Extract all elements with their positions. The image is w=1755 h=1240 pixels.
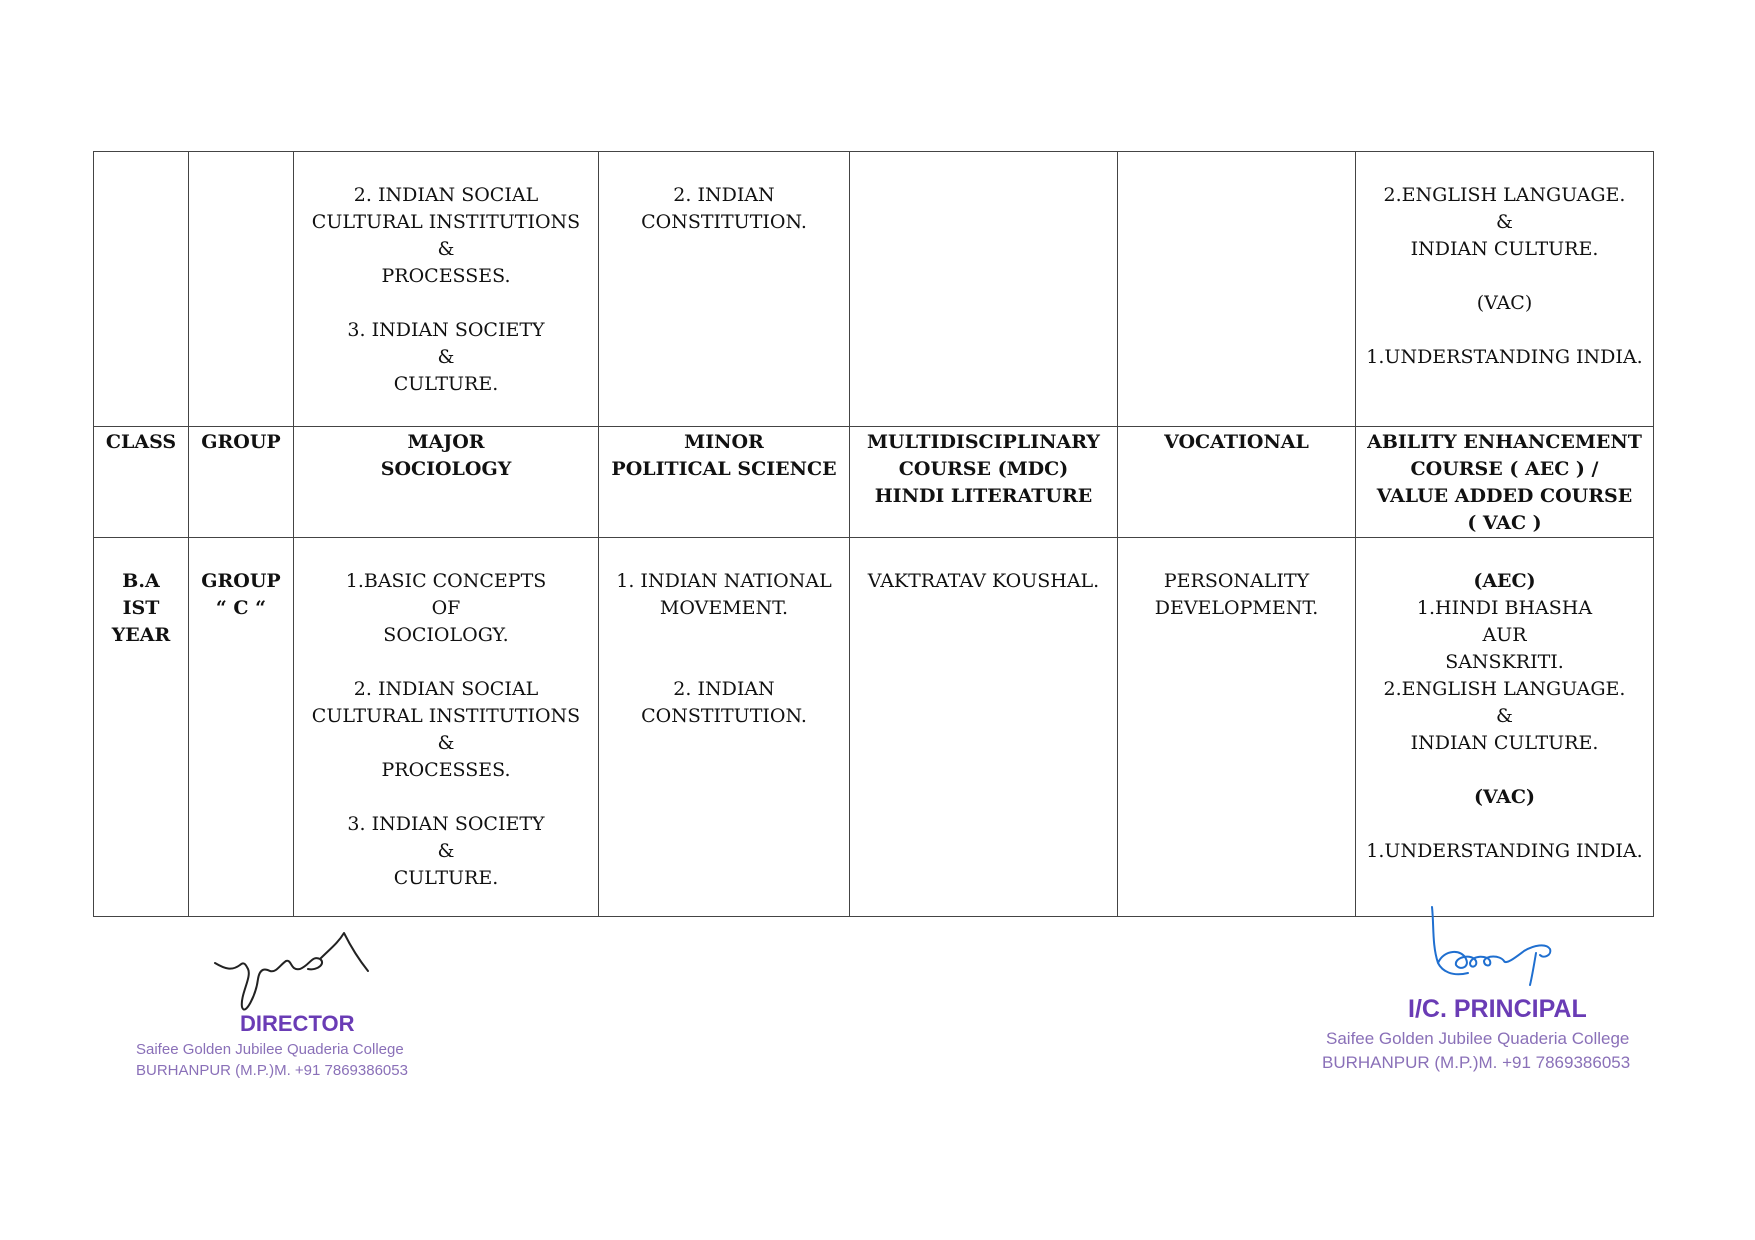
course-table xyxy=(93,151,1654,917)
cell-class xyxy=(94,152,189,427)
director-college: Saifee Golden Jubilee Quaderia College xyxy=(136,1041,404,1058)
principal-title: I/C. PRINCIPAL xyxy=(1408,995,1587,1023)
header-class: CLASS xyxy=(94,427,189,538)
principal-college: Saifee Golden Jubilee Quaderia College xyxy=(1326,1029,1630,1048)
cell-major: 2. INDIAN SOCIAL CULTURAL INSTITUTIONS & PROCESSES. 3. INDIAN SOCIETY & CULTURE. xyxy=(294,152,599,427)
table-header-row xyxy=(94,427,1654,538)
director-title: DIRECTOR xyxy=(240,1011,355,1036)
director-signature xyxy=(130,925,470,1015)
table-row-continued xyxy=(94,152,1654,427)
principal-signature xyxy=(1320,905,1710,1000)
principal-signature-block xyxy=(1320,905,1710,1085)
cell-vocational: PERSONALITY DEVELOPMENT. xyxy=(1118,538,1356,917)
aec-label: (AEC) xyxy=(1473,570,1536,592)
cell-mdc: VAKTRATAV KOUSHAL. xyxy=(850,538,1118,917)
cell-vocational xyxy=(1118,152,1356,427)
cell-mdc xyxy=(850,152,1118,427)
header-vocational: VOCATIONAL xyxy=(1118,427,1356,538)
aec-items: 1.HINDI BHASHA AUR SANSKRITI. 2.ENGLISH LANGUAGE. & INDIAN CULTURE. xyxy=(1383,597,1626,754)
cell-minor: 1. INDIAN NATIONAL MOVEMENT. 2. INDIAN CONSTITUTION. xyxy=(599,538,850,917)
cell-group: GROUP “ C “ xyxy=(189,538,294,917)
cell-aec-vac xyxy=(1356,538,1654,917)
header-group: GROUP xyxy=(189,427,294,538)
header-major: MAJOR SOCIOLOGY xyxy=(294,427,599,538)
director-contact: BURHANPUR (M.P.)M. +91 7869386053 xyxy=(136,1062,408,1079)
cell-class: B.A IST YEAR xyxy=(94,538,189,917)
aec-items: 2.ENGLISH LANGUAGE. & INDIAN CULTURE. (VAC) 1.UNDERSTANDING INDIA. xyxy=(1366,184,1643,368)
cell-major: 1.BASIC CONCEPTS OF SOCIOLOGY. 2. INDIAN SOCIAL CULTURAL INSTITUTIONS & PROCESSES. 3. INDIAN SOCIETY & CULTURE. xyxy=(294,538,599,917)
header-mdc: MULTIDISCIPLINARY COURSE (MDC) HINDI LITERATURE xyxy=(850,427,1118,538)
table-row xyxy=(94,538,1654,917)
header-aec-vac: ABILITY ENHANCEMENT COURSE ( AEC ) / VALUE ADDED COURSE ( VAC ) xyxy=(1356,427,1654,538)
cell-aec-vac xyxy=(1356,152,1654,427)
vac-label: (VAC) xyxy=(1473,786,1536,808)
header-minor: MINOR POLITICAL SCIENCE xyxy=(599,427,850,538)
principal-contact: BURHANPUR (M.P.)M. +91 7869386053 xyxy=(1322,1053,1631,1072)
director-signature-block xyxy=(130,925,470,1095)
vac-items: 1.UNDERSTANDING INDIA. xyxy=(1366,840,1643,862)
cell-group xyxy=(189,152,294,427)
cell-minor: 2. INDIAN CONSTITUTION. xyxy=(599,152,850,427)
